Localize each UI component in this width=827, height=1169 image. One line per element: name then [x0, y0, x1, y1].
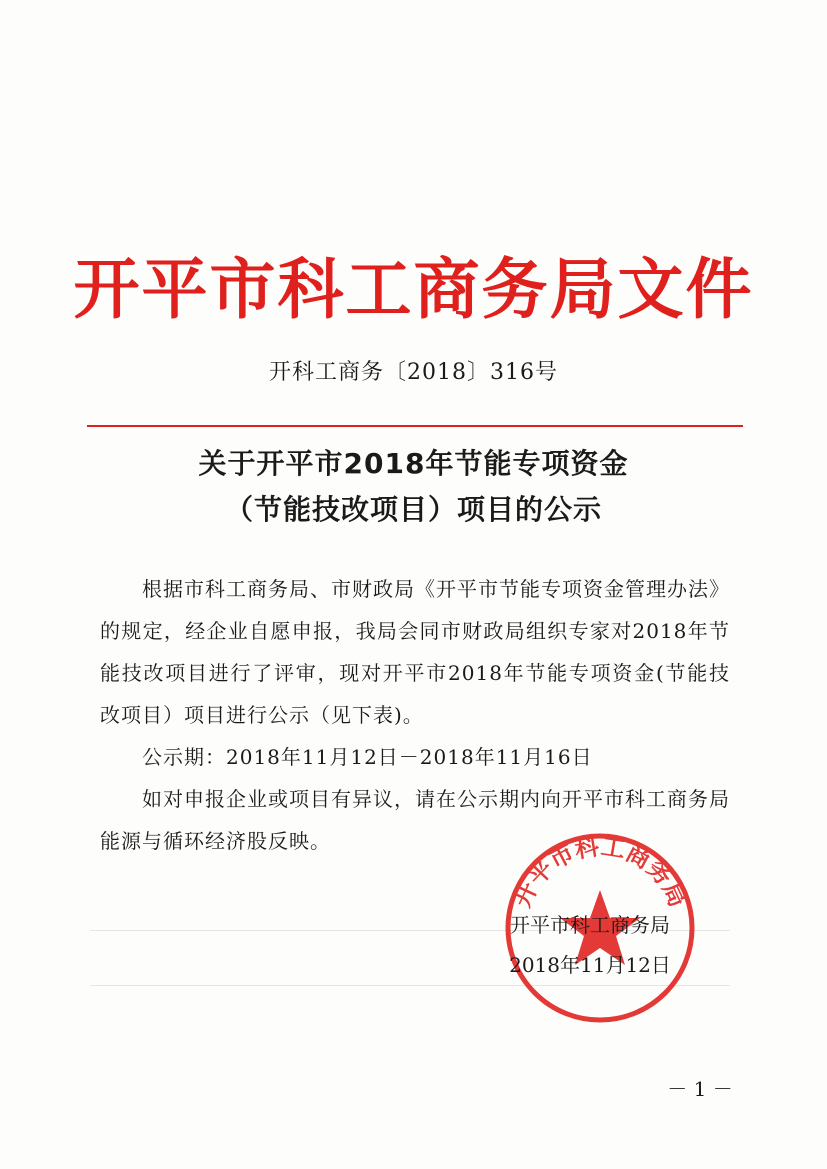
signature-date: 2018年11月12日 [509, 953, 671, 977]
signature-organization: 开平市科工商务局 [510, 913, 670, 937]
document-masthead: 开平市科工商务局文件 [73, 251, 754, 328]
notice-title-line-2: （节能技改项目）项目的公示 [224, 493, 602, 526]
body-paragraph-publicity-period: 公示期：2018年11月12日－2018年11月16日 [142, 745, 593, 769]
page-number: － 1 － [667, 1077, 733, 1101]
notice-body [100, 568, 730, 862]
seal-text: 开平市科工商务局 [507, 832, 693, 912]
notice-title-line-1: 关于开平市2018年节能专项资金 [198, 447, 629, 480]
body-paragraph-objection: 如对申报企业或项目有异议，请在公示期内向开平市科工商务局能源与循环经济股反映。 [100, 787, 730, 853]
document-number: 开科工商务〔2018〕316号 [269, 360, 558, 385]
notice-title [0, 441, 827, 533]
red-divider-line [87, 425, 743, 427]
body-paragraph-regulation: 根据市科工商务局、市财政局《开平市节能专项资金管理办法》的规定，经企业自愿申报，我局会同市财政局组织专家对2018年节能技改项目进行了评审，现对开平市2018年节能专项资金(节能技改项目）项目进行公示（见下表)。 [100, 577, 730, 727]
signature-block [490, 905, 690, 985]
